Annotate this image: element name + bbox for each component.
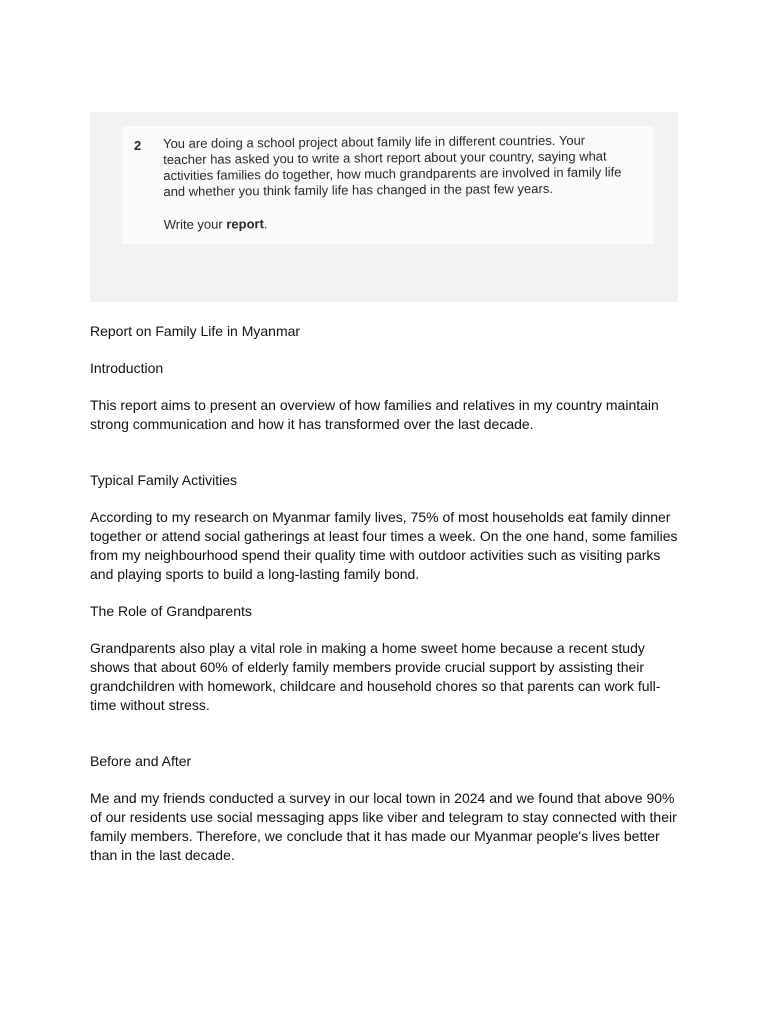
question-instruction: Write your report. xyxy=(163,216,268,232)
section-heading-introduction: Introduction xyxy=(90,360,164,376)
activities-paragraph: According to my research on Myanmar family lives, 75% of most households eat family dinner together or attend social gatherings at least four times a week. On the one hand, some families from my neighbourhood spend their quality time with outdoor activities such as visiting parks and playing sports to build a long-lasting family bond. xyxy=(90,509,678,582)
section-heading-activities: Typical Family Activities xyxy=(90,472,238,488)
question-number: 2 xyxy=(134,138,142,153)
introduction-paragraph: This report aims to present an overview of how families and relatives in my country maintain strong communication and how it has transformed over the last decade. xyxy=(90,397,659,432)
question-line: You are doing a school project about family life in different countries. Your xyxy=(163,132,586,151)
section-heading-before-after: Before and After xyxy=(90,753,192,769)
grandparents-paragraph: Grandparents also play a vital role in making a home sweet home because a recent study shows that about 60% of elderly family members provide crucial support by assisting their grandchildren with homework, childcare and household chores so that parents can work full-time without stress. xyxy=(90,640,661,713)
question-line: activities families do together, how much grandparents are involved in family life xyxy=(163,164,622,183)
report-body xyxy=(90,322,680,883)
question-line: teacher has asked you to write a short report about your country, saying what xyxy=(163,148,607,167)
report-title: Report on Family Life in Myanmar xyxy=(90,323,301,339)
task-scan-image xyxy=(90,112,678,302)
question-line: and whether you think family life has changed in the past few years. xyxy=(163,180,553,199)
instruction-keyword: report xyxy=(226,216,264,232)
section-heading-grandparents: The Role of Grandparents xyxy=(90,603,252,619)
task-card xyxy=(122,126,654,244)
question-text xyxy=(163,132,644,233)
before-after-paragraph: Me and my friends conducted a survey in our local town in 2024 and we found that above 90% of our residents use social messaging apps like viber and telegram to stay connected with their family members. Therefore, we conclude that it has made our Myanmar people's lives better than in the last decade. xyxy=(90,790,677,863)
